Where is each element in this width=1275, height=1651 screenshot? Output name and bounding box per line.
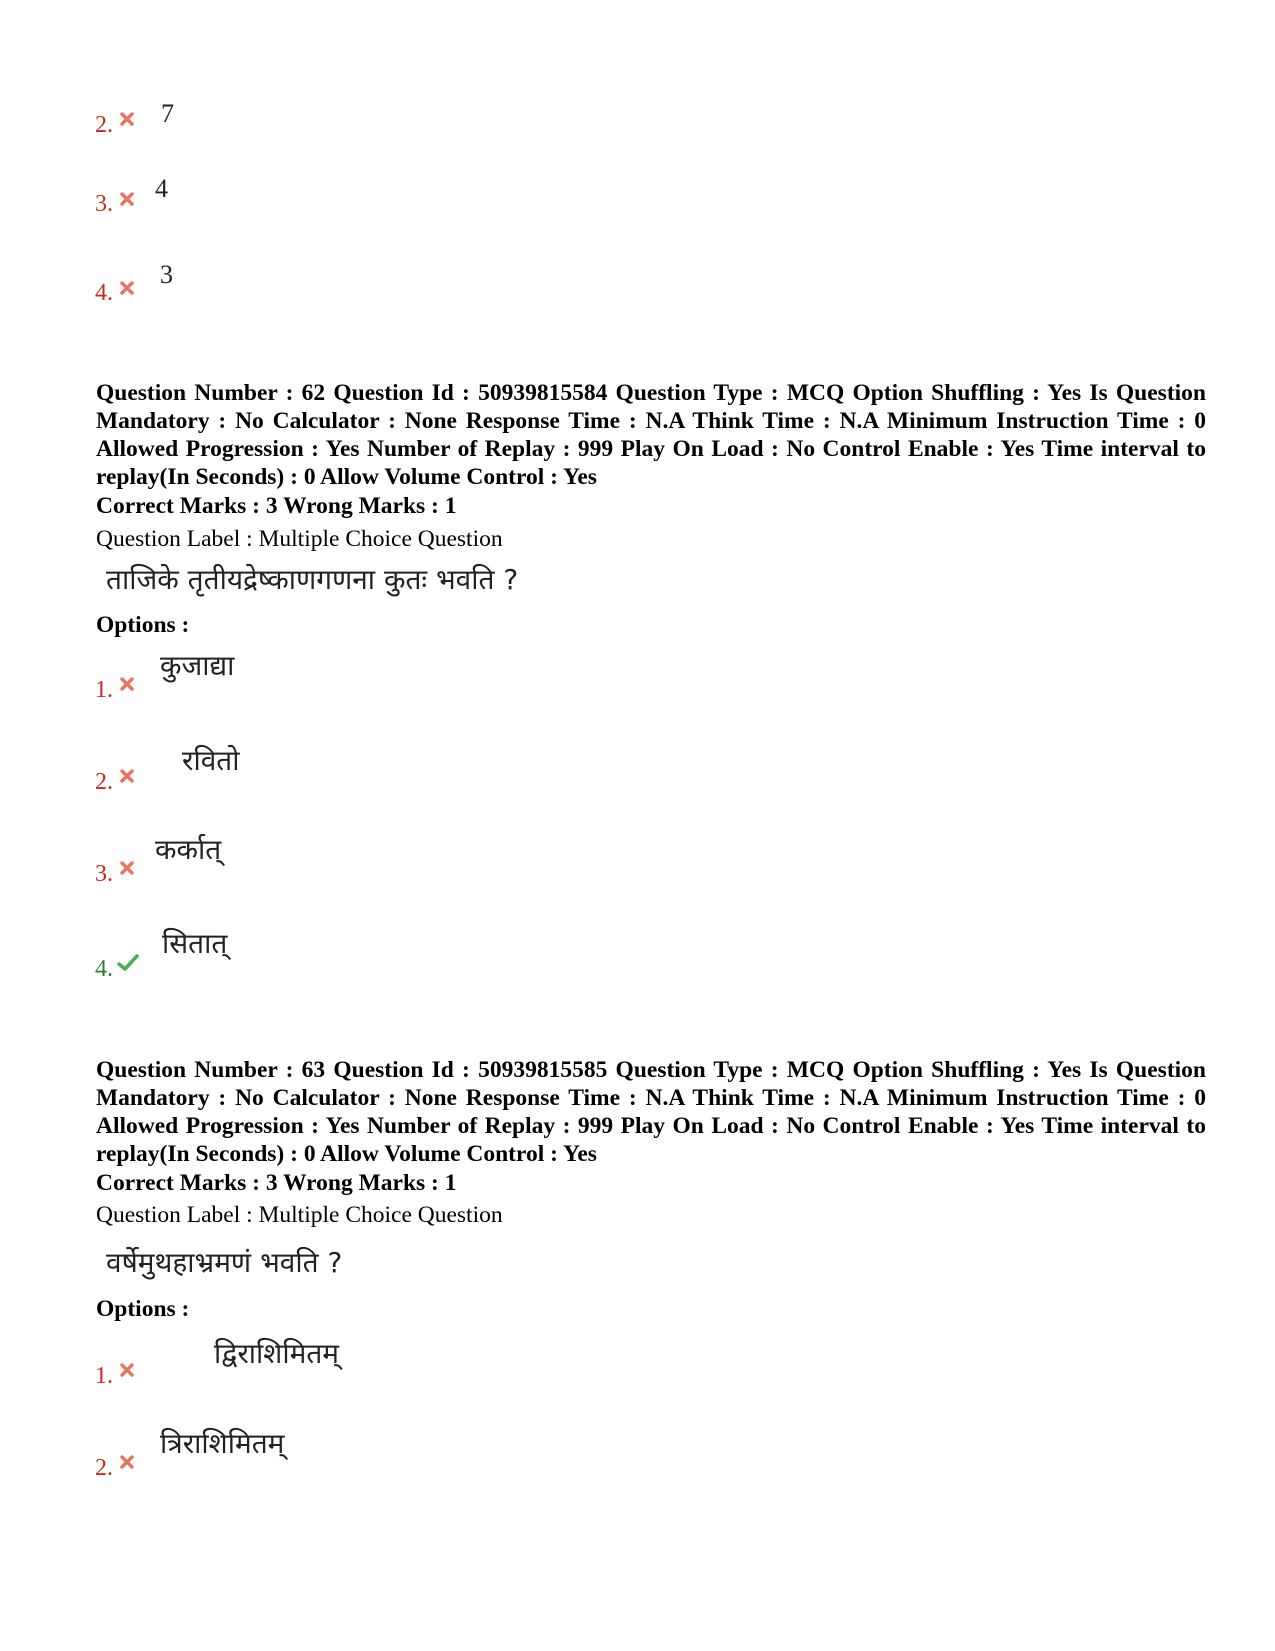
option-value: द्विराशिमितम्: [214, 1337, 340, 1370]
question-label: Question Label : Multiple Choice Question: [96, 526, 503, 552]
option-number: 1.: [95, 1363, 113, 1389]
cross-icon: [118, 859, 136, 877]
cross-icon: [118, 1361, 136, 1379]
option-number: 2.: [95, 769, 113, 795]
question-meta: Question Number : 63 Question Id : 50939815585 Question Type : MCQ Option Shuffling : Yes Is Question Mandatory : No Calculator : None Response Time : N.A Think Time : N.A Minimum Instruction Time : 0 Allowed Progression : Yes Number of Replay : 999 Play On Load : No Control Enable : Yes Time interval to replay(In Seconds) : 0 Allow Volume Control : Yes: [96, 1057, 1206, 1167]
option-number: 3.: [95, 861, 113, 887]
question-marks: Correct Marks : 3 Wrong Marks : 1: [96, 1170, 457, 1196]
options-heading: Options :: [96, 612, 190, 638]
cross-icon: [118, 279, 136, 297]
option-number: 4.: [95, 956, 113, 982]
option-value: त्रिराशिमितम्: [160, 1427, 285, 1460]
option-value: कर्कात्: [155, 833, 222, 866]
question-text: ताजिके तृतीयद्रेष्काणगणना कुतः भवति ?: [106, 563, 519, 596]
option-value: 7: [161, 99, 174, 128]
option-value: रवितो: [182, 744, 240, 777]
question-text: वर्षेमुथहाभ्रमणं भवति ?: [106, 1246, 343, 1279]
option-number: 3.: [95, 191, 113, 217]
question-meta: Question Number : 62 Question Id : 50939815584 Question Type : MCQ Option Shuffling : Yes Is Question Mandatory : No Calculator : None Response Time : N.A Think Time : N.A Minimum Instruction Time : 0 Allowed Progression : Yes Number of Replay : 999 Play On Load : No Control Enable : Yes Time interval to replay(In Seconds) : 0 Allow Volume Control : Yes: [96, 380, 1206, 490]
option-number: 4.: [95, 280, 113, 306]
check-icon: [116, 953, 140, 973]
question-marks: Correct Marks : 3 Wrong Marks : 1: [96, 493, 457, 519]
options-heading: Options :: [96, 1296, 190, 1322]
cross-icon: [118, 767, 136, 785]
option-number: 2.: [95, 1455, 113, 1481]
cross-icon: [118, 1453, 136, 1471]
option-value: सितात्: [162, 927, 228, 960]
question-label: Question Label : Multiple Choice Question: [96, 1202, 503, 1228]
option-value: कुजाद्या: [160, 649, 235, 682]
cross-icon: [118, 110, 136, 128]
option-value: 3: [160, 260, 173, 289]
option-number: 1.: [95, 677, 113, 703]
cross-icon: [118, 190, 136, 208]
cross-icon: [118, 675, 136, 693]
option-number: 2.: [95, 112, 113, 138]
option-value: 4: [155, 174, 168, 203]
